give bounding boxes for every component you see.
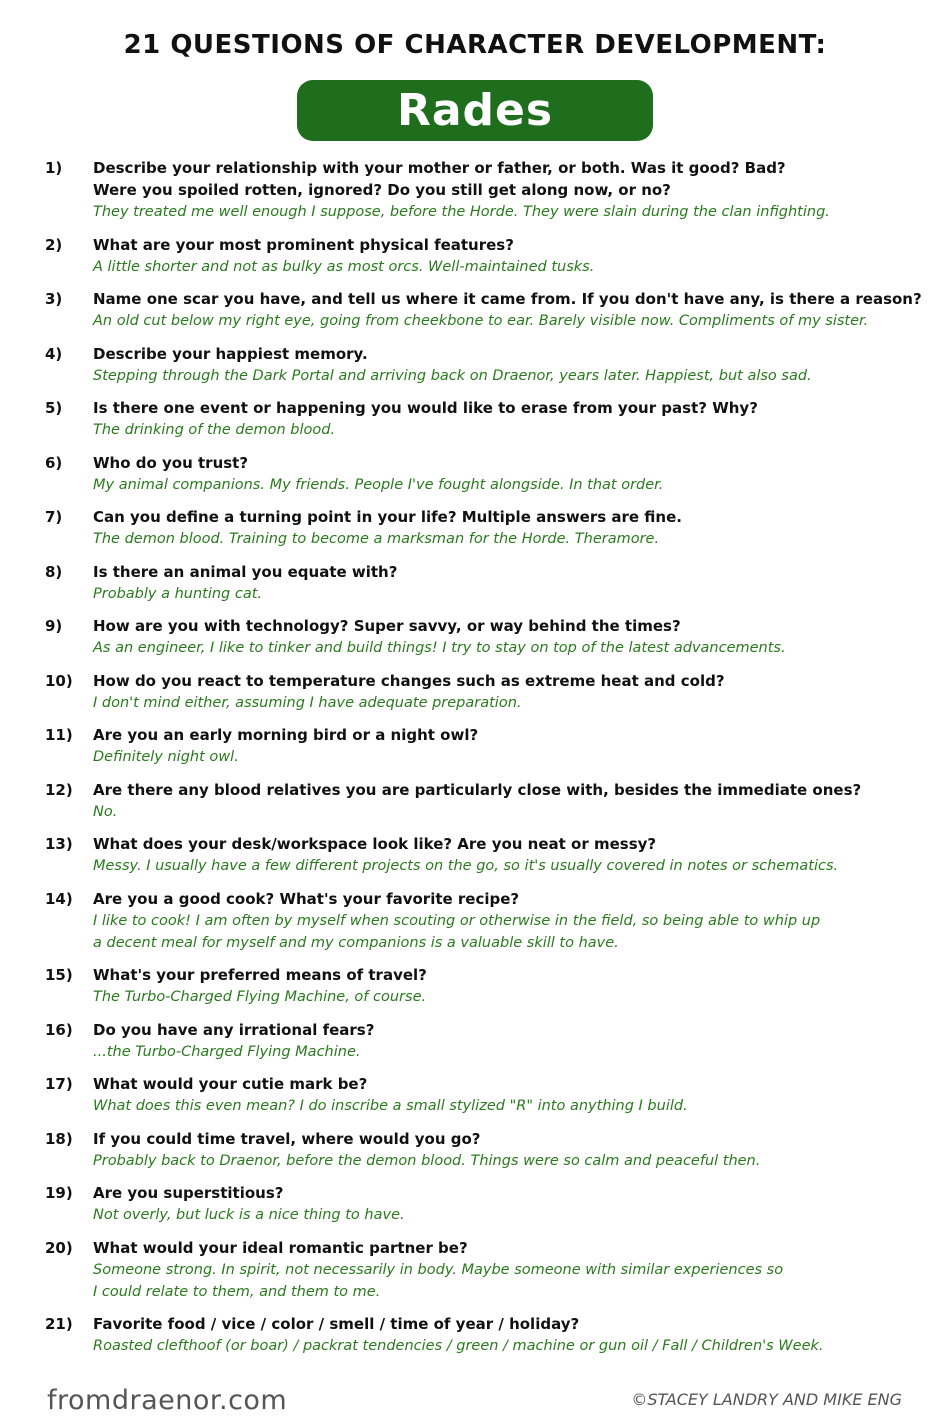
question-item — [45, 724, 925, 768]
question-item — [45, 157, 925, 223]
question-number: 13) — [45, 835, 73, 853]
question-item — [45, 1073, 925, 1117]
answer-text: An old cut below my right eye, going from cheekbone to ear. Barely visible now. Compliments of my sister. — [93, 313, 869, 329]
answer-text: Messy. I usually have a few different projects on the go, so it's usually covered in notes or schematics. — [93, 858, 839, 874]
question-number: 7) — [45, 508, 63, 526]
question-text: Are there any blood relatives you are particularly close with, besides the immediate ones? — [93, 780, 862, 799]
answer-text: Probably back to Draenor, before the demon blood. Things were so calm and peaceful then. — [93, 1152, 761, 1169]
question-item — [45, 779, 925, 823]
answer-text: My animal companions. My friends. People I've fought alongside. In that order. — [93, 476, 664, 493]
question-text: Describe your happiest memory. — [93, 344, 368, 363]
answer-text: Someone strong. In spirit, not necessarily in body. Maybe someone with similar experiences so I could relate to them, and them to me. — [93, 1261, 784, 1300]
question-text: How do you react to temperature changes such as extreme heat and cold? — [93, 671, 725, 690]
answer-text: A little shorter and not as bulky as most orcs. Well-maintained tusks. — [93, 258, 595, 275]
question-number: 18) — [45, 1129, 73, 1148]
question-item — [45, 343, 925, 387]
question-text: Are you an early morning bird or a night owl? — [93, 726, 479, 744]
question-number: 21) — [45, 1315, 73, 1333]
question-number: 12) — [45, 780, 73, 799]
question-number: 19) — [45, 1184, 73, 1202]
question-item — [45, 397, 925, 441]
question-number: 15) — [45, 966, 73, 984]
question-item — [45, 506, 925, 550]
question-item — [45, 288, 925, 332]
answer-text: I don't mind either, assuming I have adequate preparation. — [93, 694, 522, 711]
answer-text: The Turbo-Charged Flying Machine, of course. — [93, 989, 427, 1005]
answer-text: Roasted clefthoof (or boar) / packrat tendencies / green / machine or gun oil / Fall / Children's Week. — [93, 1338, 824, 1354]
answer-text: Not overly, but luck is a nice thing to have. — [93, 1207, 405, 1223]
question-text: If you could time travel, where would you go? — [93, 1129, 481, 1148]
answer-text: I like to cook! I am often by myself when scouting or otherwise in the field, so being able to whip up a decent meal for myself and my companions is a valuable skill to have. — [93, 912, 821, 951]
answer-text: Probably a hunting cat. — [93, 585, 263, 602]
question-text: Describe your relationship with your mother or father, or both. Was it good? Bad? Were you spoiled rotten, ignored? Do you still get along now, or no? — [93, 159, 786, 199]
question-text: What would your cutie mark be? — [93, 1075, 368, 1093]
question-text: Are you a good cook? What's your favorite recipe? — [93, 889, 520, 908]
question-item — [45, 234, 925, 278]
question-number: 9) — [45, 617, 63, 635]
question-number: 11) — [45, 726, 73, 744]
question-text: Do you have any irrational fears? — [93, 1020, 375, 1039]
question-text: What would your ideal romantic partner be? — [93, 1238, 468, 1257]
answer-text: As an engineer, I like to tinker and build things! I try to stay on top of the latest advancements. — [93, 640, 786, 656]
question-item — [45, 561, 925, 605]
answer-text: Stepping through the Dark Portal and arriving back on Draenor, years later. Happiest, but also sad. — [93, 367, 812, 384]
question-item — [45, 964, 925, 1008]
question-text: What's your preferred means of travel? — [93, 966, 427, 984]
question-item — [45, 1313, 925, 1357]
answer-text: They treated me well enough I suppose, before the Horde. They were slain during the clan infighting. — [93, 204, 830, 220]
question-number: 14) — [45, 889, 73, 908]
question-number: 4) — [45, 344, 63, 363]
question-text: Is there an animal you equate with? — [93, 562, 398, 581]
question-text: Can you define a turning point in your life? Multiple answers are fine. — [93, 508, 682, 526]
question-text: How are you with technology? Super savvy, or way behind the times? — [93, 617, 681, 635]
character-name-banner — [297, 80, 653, 141]
question-number: 16) — [45, 1020, 73, 1039]
question-number: 10) — [45, 671, 73, 690]
question-item — [45, 1237, 925, 1303]
answer-text: The demon blood. Training to become a marksman for the Horde. Theramore. — [93, 531, 660, 547]
question-text: Favorite food / vice / color / smell / time of year / holiday? — [93, 1315, 580, 1333]
question-text: What are your most prominent physical features? — [93, 235, 514, 254]
question-number: 6) — [45, 453, 63, 472]
question-number: 5) — [45, 399, 63, 417]
site-url: fromdraenor.com — [47, 1385, 288, 1416]
question-number: 8) — [45, 562, 63, 581]
question-number: 2) — [45, 235, 63, 254]
page-title: 21 QUESTIONS OF CHARACTER DEVELOPMENT: — [123, 30, 827, 60]
question-text: Who do you trust? — [93, 453, 249, 472]
answer-text: ...the Turbo-Charged Flying Machine. — [93, 1043, 361, 1060]
question-item — [45, 615, 925, 659]
question-item — [45, 1019, 925, 1063]
answer-text: No. — [93, 803, 118, 820]
answer-text: The drinking of the demon blood. — [93, 422, 336, 438]
question-item — [45, 670, 925, 714]
question-item — [45, 833, 925, 877]
question-number: 1) — [45, 159, 63, 177]
answer-text: What does this even mean? I do inscribe a small stylized "R" into anything I build. — [93, 1098, 688, 1114]
character-name: Rades — [396, 85, 554, 136]
question-item — [45, 452, 925, 496]
question-item — [45, 1128, 925, 1172]
question-text: Are you superstitious? — [93, 1184, 284, 1202]
answer-text: Definitely night owl. — [93, 749, 239, 765]
question-list — [45, 157, 925, 1368]
question-number: 17) — [45, 1075, 73, 1093]
question-number: 3) — [45, 290, 63, 308]
question-text: What does your desk/workspace look like? Are you neat or messy? — [93, 835, 657, 853]
question-number: 20) — [45, 1238, 73, 1257]
question-text: Is there one event or happening you would like to erase from your past? Why? — [93, 399, 758, 417]
question-item — [45, 888, 925, 954]
question-text: Name one scar you have, and tell us where it came from. If you don't have any, is there a reason? — [93, 290, 922, 308]
copyright: ©STACEY LANDRY AND MIKE ENG — [631, 1390, 902, 1409]
question-item — [45, 1182, 925, 1226]
